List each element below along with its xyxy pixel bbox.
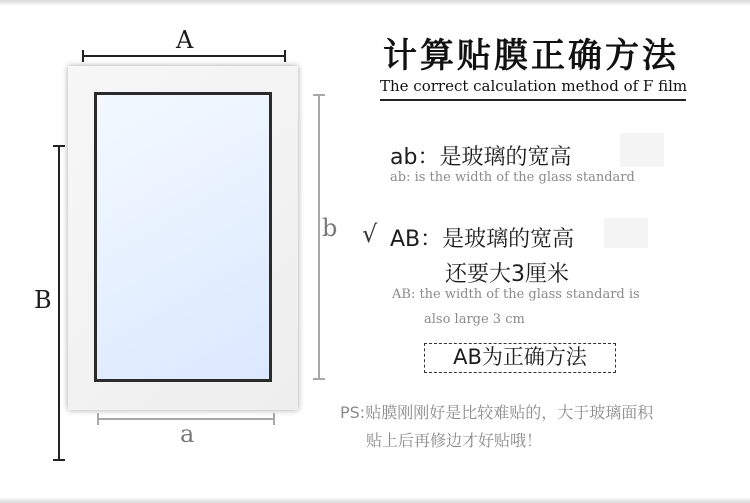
correct-method-box: AB为正确方法 bbox=[424, 343, 616, 373]
ab-definition-en: ab: is the width of the glass standard bbox=[390, 170, 635, 185]
dimension-cap-A-right bbox=[284, 50, 286, 62]
dimension-cap-a-left bbox=[97, 413, 99, 425]
AB-definition-en-line2: also large 3 cm bbox=[424, 312, 525, 327]
label-A: A bbox=[176, 26, 194, 54]
AB-definition-cn-line1: AB：是玻璃的宽高 bbox=[390, 227, 575, 252]
subtitle-underline bbox=[380, 99, 686, 101]
dimension-cap-a-right bbox=[273, 413, 275, 425]
glass-pane bbox=[94, 92, 272, 382]
ps-note-line1: PS:贴膜刚刚好是比较难贴的，大于玻璃面积 bbox=[340, 403, 654, 422]
page-title: 计算贴膜正确方法 bbox=[383, 36, 679, 76]
AB-definition-en-line1: AB: the width of the glass standard is bbox=[392, 287, 640, 302]
dimension-cap-B-bottom bbox=[53, 459, 65, 461]
checkmark-icon: √ bbox=[362, 220, 378, 248]
label-a: a bbox=[180, 420, 195, 448]
label-b: b bbox=[322, 214, 338, 242]
AB-definition-cn-line2: 还要大3厘米 bbox=[445, 262, 569, 287]
ab-definition-cn: ab：是玻璃的宽高 bbox=[390, 145, 572, 170]
label-B: B bbox=[34, 286, 52, 314]
ps-note-line2: 贴上后再修边才好贴哦！ bbox=[366, 431, 543, 450]
dimension-cap-A-left bbox=[82, 50, 84, 62]
dimension-cap-b-bottom bbox=[313, 378, 325, 380]
top-frame-edge bbox=[0, 0, 750, 6]
dimension-cap-B-top bbox=[53, 145, 65, 147]
dimension-line-b bbox=[318, 94, 320, 380]
faint-block bbox=[620, 133, 664, 167]
bottom-frame-edge bbox=[0, 497, 750, 503]
dimension-line-A bbox=[82, 55, 286, 57]
faint-block bbox=[604, 218, 648, 248]
dimension-line-B bbox=[58, 145, 60, 461]
dimension-cap-b-top bbox=[313, 94, 325, 96]
page-subtitle: The correct calculation method of F film bbox=[380, 77, 688, 95]
